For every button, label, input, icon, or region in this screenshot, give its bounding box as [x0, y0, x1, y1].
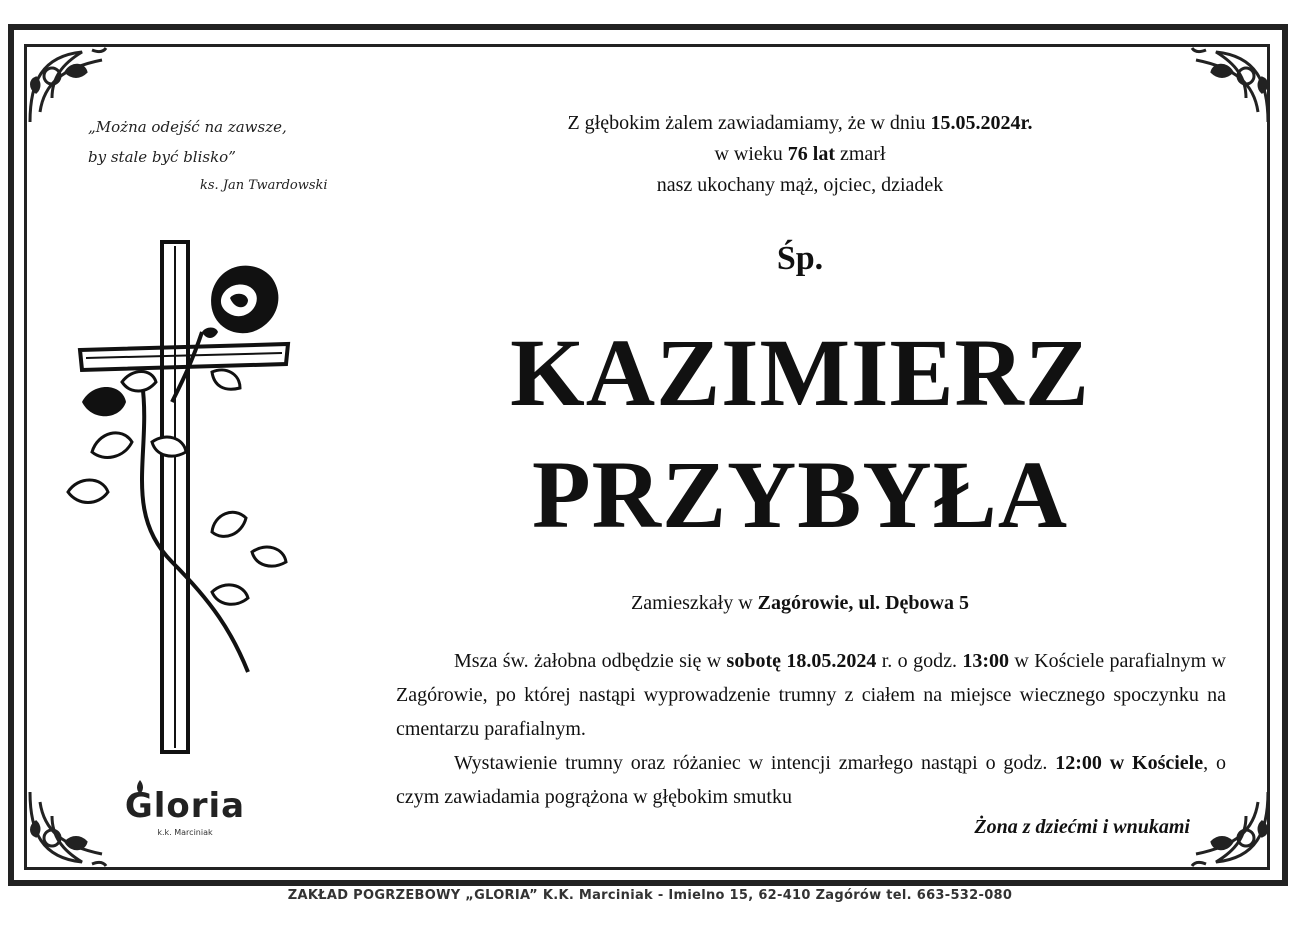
first-name: KAZIMIERZ	[510, 319, 1090, 426]
mass-text: Msza św. żałobna odbędzie się w	[454, 650, 727, 672]
logo-wordmark: Gloria	[124, 786, 246, 826]
logo-subtitle: k.k. Marciniak	[157, 828, 213, 837]
funeral-details	[396, 644, 1226, 814]
epigraph-quote	[88, 112, 348, 172]
residence-address: Zagórowie, ul. Dębowa 5	[757, 592, 969, 614]
viewing-time-place: 12:00 w Kościele	[1055, 752, 1204, 774]
date-of-death: 15.05.2024r.	[930, 112, 1033, 134]
intro-line-2	[420, 139, 1180, 170]
gloria-logo	[110, 780, 260, 850]
footer-contact: ZAKŁAD POGRZEBOWY „GLORIA” K.K. Marciniak - Imielno 15, 62-410 Zagórów tel. 663-532-080	[287, 888, 1013, 903]
mass-paragraph	[396, 644, 1226, 746]
corner-ornament-icon	[1176, 42, 1276, 132]
quote-line-1: „Można odejść na zawsze,	[88, 118, 287, 136]
signature: Żona z dziećmi i wnukami	[974, 816, 1190, 838]
quote-line-2: by stale być blisko”	[88, 148, 236, 166]
quote-author: ks. Jan Twardowski	[200, 178, 328, 193]
mass-text: r. o godz.	[876, 650, 963, 672]
last-name: PRZYBYŁA	[531, 441, 1069, 548]
viewing-paragraph	[396, 746, 1226, 814]
residence	[420, 592, 1180, 615]
mass-time: 13:00	[962, 650, 1009, 672]
intro-text: zmarł	[835, 143, 886, 165]
intro-line-3: nasz ukochany mąż, ojciec, dziadek	[656, 174, 944, 196]
intro-text: w wieku	[714, 143, 788, 165]
residence-label: Zamieszkały w	[631, 592, 758, 614]
honorific: Śp.	[776, 240, 824, 277]
viewing-text: , o czym zawiadamia pogrążona w głębokim smutku	[396, 752, 1226, 808]
intro-line-1	[420, 108, 1180, 139]
mass-text: w Kościele parafialnym w Zagórowie, po której nastąpi wyprowadzenie trumny z ciałem na miejsce wiecznego spoczynku na cmentarzu parafialnym.	[396, 650, 1226, 740]
announcement-intro	[420, 108, 1180, 201]
viewing-text: Wystawienie trumny oraz różaniec w intencji zmarłego nastąpi o godz.	[454, 752, 1056, 774]
age: 76 lat	[787, 143, 835, 165]
mass-date: sobotę 18.05.2024	[726, 650, 877, 672]
cross-with-rose-icon	[62, 232, 302, 762]
corner-ornament-icon	[22, 782, 122, 872]
intro-text: Z głębokim żalem zawiadamiamy, że w dniu	[567, 112, 931, 134]
